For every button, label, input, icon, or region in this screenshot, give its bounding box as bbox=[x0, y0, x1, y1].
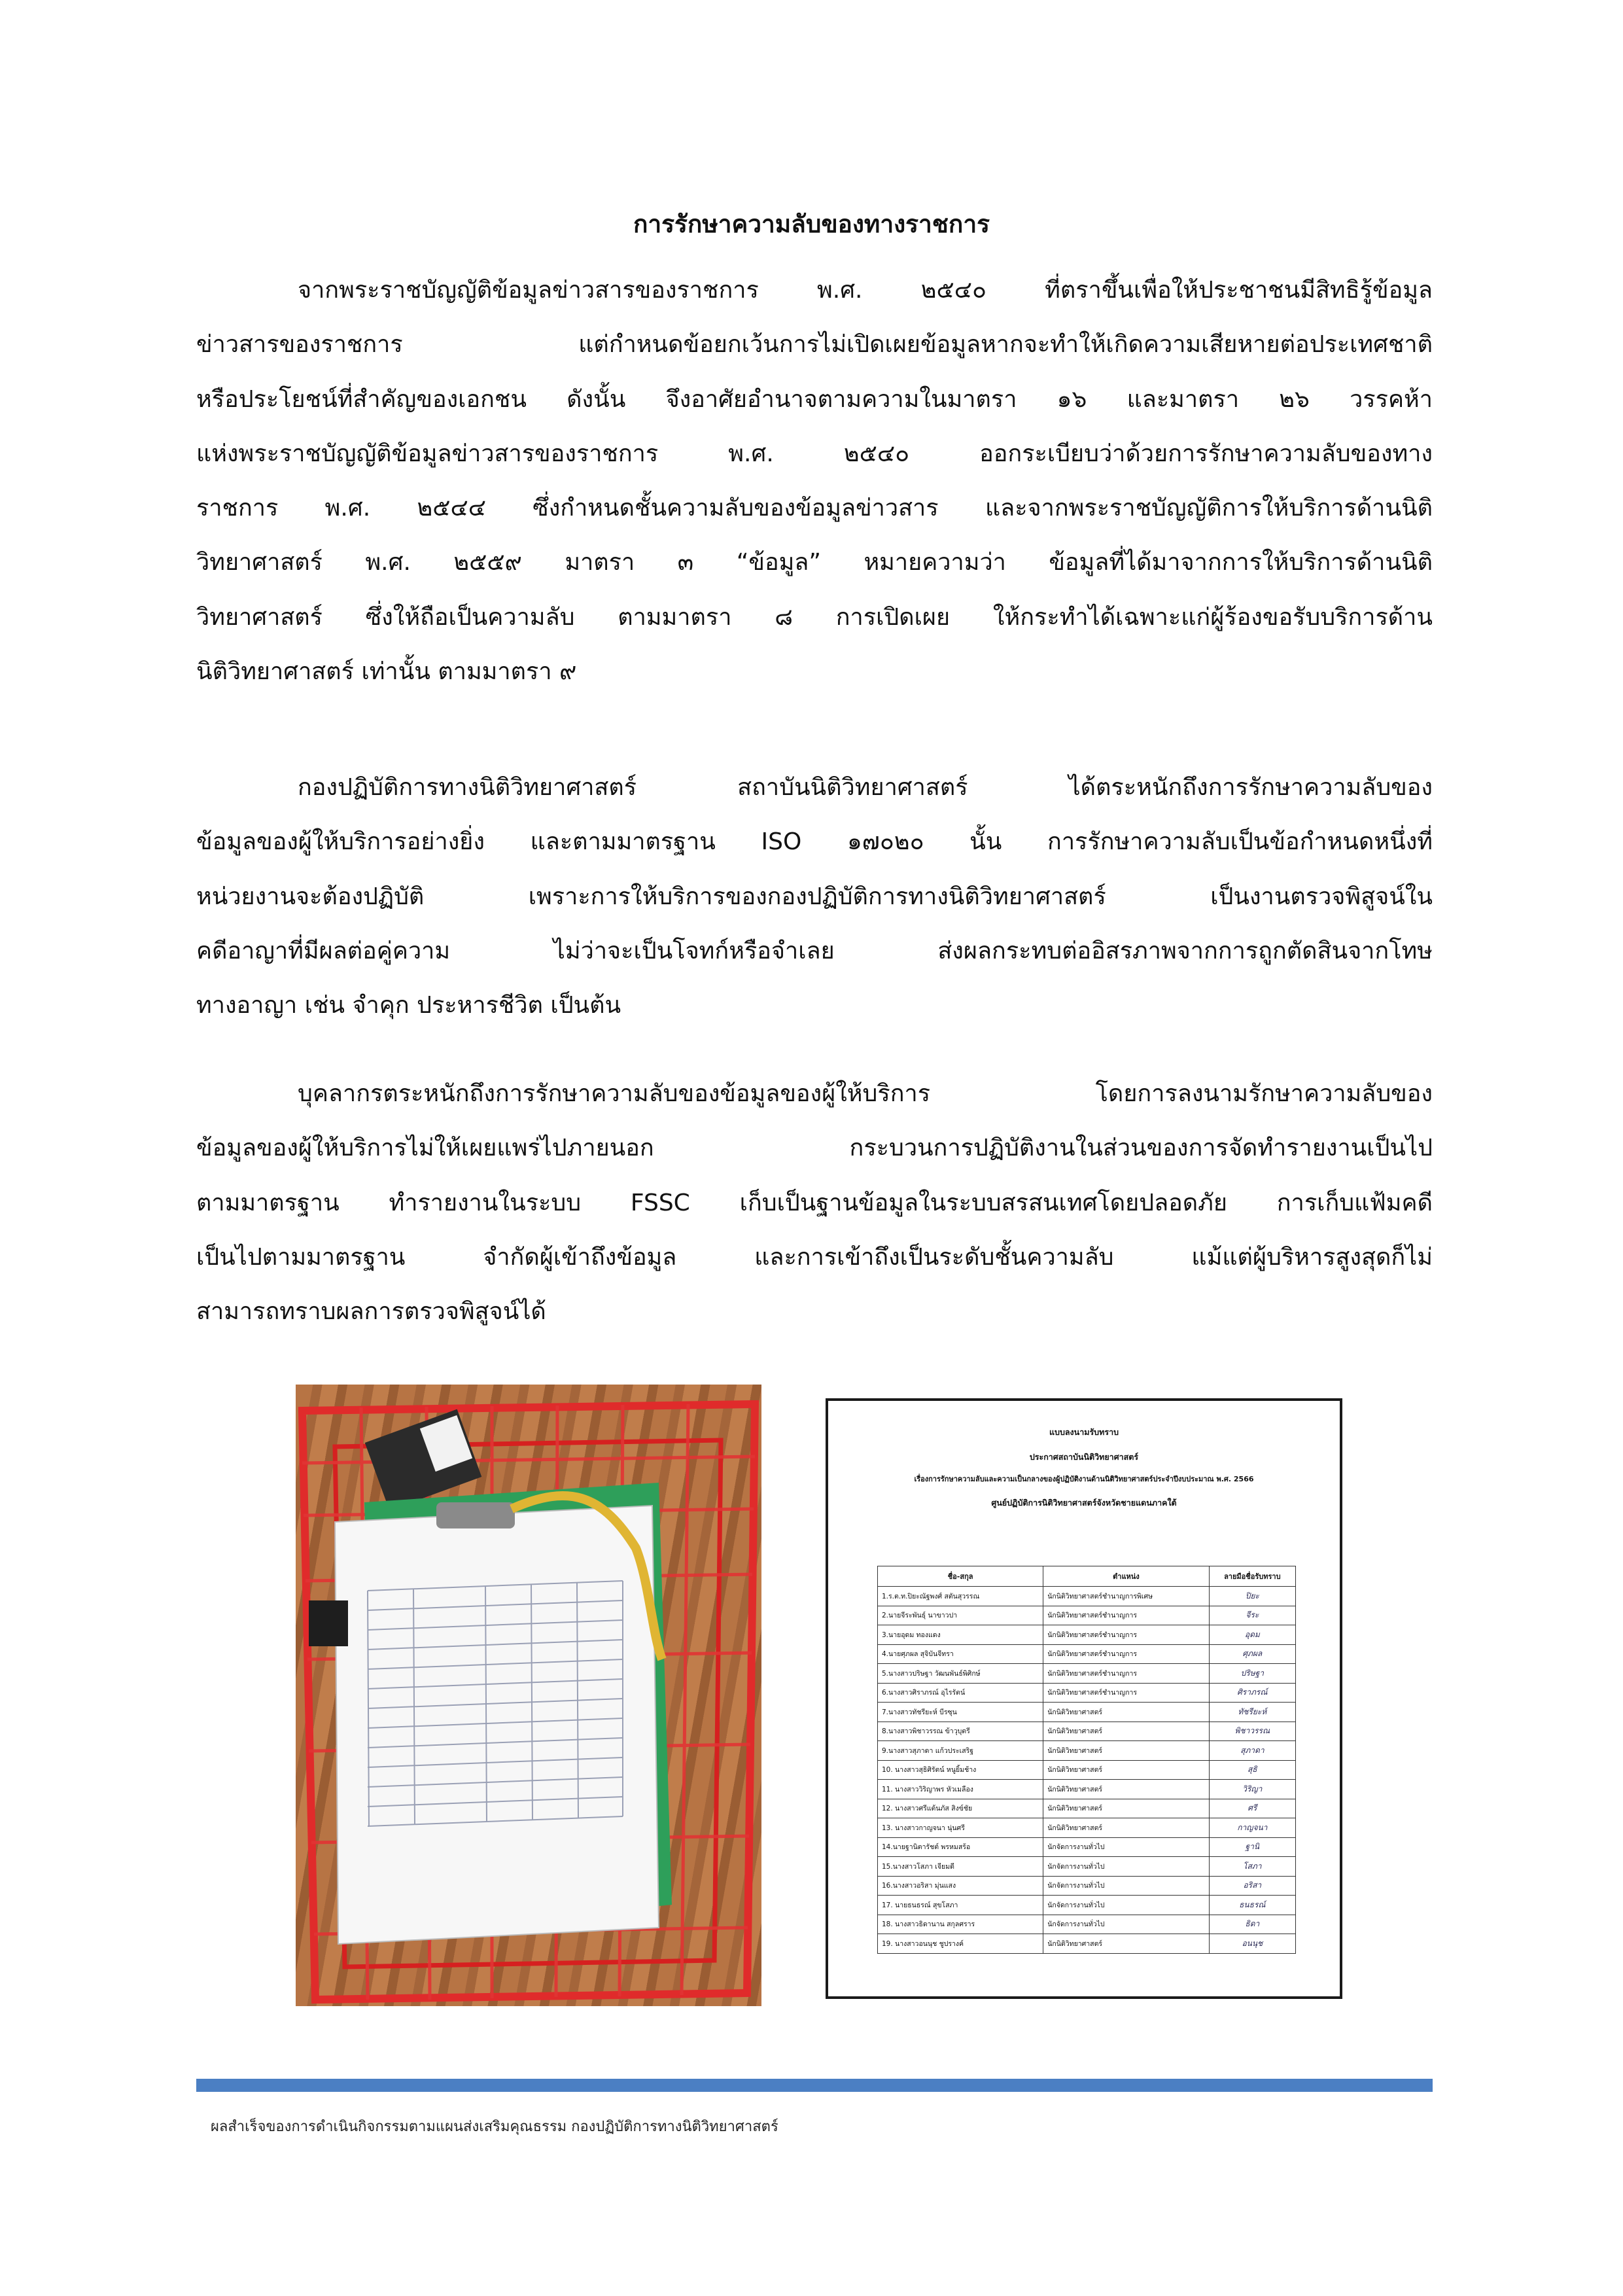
table-row bbox=[878, 1876, 1296, 1896]
signature-sheet bbox=[826, 1398, 1342, 1999]
name-cell: 16.นางสาวอริสา มุ่นแสง bbox=[878, 1876, 1043, 1896]
name-cell: 15.นางสาวโสภา เจียมดี bbox=[878, 1857, 1043, 1877]
name-cell: 13. นางสาวกาญจนา นุ่นศรี bbox=[878, 1818, 1043, 1838]
signature-cell: พิชาวรรณ bbox=[1209, 1722, 1295, 1741]
position-cell: นักนิติวิทยาศาสตร์ชำนาญการ bbox=[1043, 1644, 1209, 1664]
text-line: นิติวิทยาศาสตร์ เท่านั้น ตามมาตรา ๙ bbox=[196, 658, 577, 686]
table-row bbox=[878, 1722, 1296, 1741]
table-row bbox=[878, 1741, 1296, 1761]
column-header: ลายมือชื่อรับทราบ bbox=[1209, 1566, 1295, 1587]
text-line: กองปฏิบัติการทางนิติวิทยาศาสตร์ สถาบันนิติวิทยาศาสตร์ ได้ตระหนักถึงการรักษาความลับของ bbox=[298, 774, 1433, 801]
signature-cell: ธนธรณ์ bbox=[1209, 1896, 1295, 1915]
paragraph-3 bbox=[196, 1067, 1433, 1339]
position-cell: นักนิติวิทยาศาสตร์ bbox=[1043, 1722, 1209, 1741]
signature-cell: ฐานิ bbox=[1209, 1837, 1295, 1857]
table-row bbox=[878, 1934, 1296, 1954]
name-cell: 8.นางสาวพิชาวรรณ ข้าวุบุตรี bbox=[878, 1722, 1043, 1741]
signature-cell: ศุภผล bbox=[1209, 1644, 1295, 1664]
text-line: วิทยาศาสตร์ พ.ศ. ๒๕๕๙ มาตรา ๓ “ข้อมูล” หมายความว่า ข้อมูลที่ได้มาจากการให้บริการด้านนิติ bbox=[196, 549, 1433, 576]
signature-cell: อริสา bbox=[1209, 1876, 1295, 1896]
footer-bar bbox=[196, 2079, 1433, 2092]
text-line: แห่งพระราชบัญญัติข้อมูลข่าวสารของราชการ พ.ศ. ๒๕๔๐ ออกระเบียบว่าด้วยการรักษาความลับของทาง bbox=[196, 440, 1433, 467]
signature-cell: ปริษฐา bbox=[1209, 1664, 1295, 1684]
signature-cell: โสภา bbox=[1209, 1857, 1295, 1877]
paragraph-1 bbox=[196, 263, 1433, 699]
text-line: ข้อมูลของผู้ให้บริการอย่างยิ่ง และตามมาตรฐาน ISO ๑๗๐๒๐ นั้น การรักษาความลับเป็นข้อกำหนดหนึ่งที่ bbox=[196, 828, 1433, 856]
signature-cell: วิริญา bbox=[1209, 1780, 1295, 1799]
table-row bbox=[878, 1664, 1296, 1684]
name-cell: 17. นายธนธรณ์ สุขโสภา bbox=[878, 1896, 1043, 1915]
name-cell: 6.นางสาวศิราภรณ์ อุไรรัตน์ bbox=[878, 1683, 1043, 1703]
position-cell: นักนิติวิทยาศาสตร์ bbox=[1043, 1818, 1209, 1838]
table-row bbox=[878, 1760, 1296, 1780]
position-cell: นักนิติวิทยาศาสตร์ bbox=[1043, 1703, 1209, 1722]
name-cell: 14.นายฐานิตารัชต์ พรหมสร้อ bbox=[878, 1837, 1043, 1857]
name-cell: 3.นายอุดม ทองแดง bbox=[878, 1625, 1043, 1645]
name-cell: 12. นางสาวศรีแต้นภัส สิงข์ชัย bbox=[878, 1799, 1043, 1818]
text-line: ข่าวสารของราชการ แต่กำหนดข้อยกเว้นการไม่เปิดเผยข้อมูลหากจะทำให้เกิดความเสียหายต่อประเทศชาติ bbox=[196, 331, 1433, 359]
table-row bbox=[878, 1837, 1296, 1857]
signature-cell: ศิราภรณ์ bbox=[1209, 1683, 1295, 1703]
position-cell: นักนิติวิทยาศาสตร์ชำนาญการ bbox=[1043, 1683, 1209, 1703]
table-row bbox=[878, 1896, 1296, 1915]
signature-cell: สุภาดา bbox=[1209, 1741, 1295, 1761]
table-row bbox=[878, 1587, 1296, 1606]
signature-cell: สุธิ bbox=[1209, 1760, 1295, 1780]
signature-cell: ศรี bbox=[1209, 1799, 1295, 1818]
position-cell: นักจัดการงานทั่วไป bbox=[1043, 1915, 1209, 1934]
position-cell: นักนิติวิทยาศาสตร์ bbox=[1043, 1760, 1209, 1780]
name-cell: 1.ร.ต.ท.ปิยะณัฐพงศ์ สตันสุวรรณ bbox=[878, 1587, 1043, 1606]
name-cell: 9.นางสาวสุภาดา แก้วประเสริฐ bbox=[878, 1741, 1043, 1761]
footer-text: ผลสำเร็จของการดำเนินกิจกรรมตามแผนส่งเสริมคุณธรรม กองปฏิบัติการทางนิติวิทยาศาสตร์ bbox=[211, 2119, 778, 2135]
position-cell: นักนิติวิทยาศาสตร์ชำนาญการ bbox=[1043, 1606, 1209, 1625]
table-row bbox=[878, 1857, 1296, 1877]
text-line: สามารถทราบผลการตรวจพิสูจน์ได้ bbox=[196, 1298, 546, 1326]
paragraph-2 bbox=[196, 760, 1433, 1033]
signature-cell: กาญจนา bbox=[1209, 1818, 1295, 1838]
name-cell: 2.นายจีระพันธุ์ นาขาวปา bbox=[878, 1606, 1043, 1625]
page-title: การรักษาความลับของทางราชการ bbox=[633, 210, 990, 238]
position-cell: นักจัดการงานทั่วไป bbox=[1043, 1857, 1209, 1877]
text-line: จากพระราชบัญญัติข้อมูลข่าวสารของราชการ พ.ศ. ๒๕๔๐ ที่ตราขึ้นเพื่อให้ประชาชนมีสิทธิรู้ข้อมูล bbox=[298, 277, 1433, 304]
text-line: ข้อมูลของผู้ให้บริการไม่ให้เผยแพร่ไปภายนอก กระบวนการปฏิบัติงานในส่วนของการจัดทำรายงานเป็นไป bbox=[196, 1135, 1433, 1162]
name-cell: 19. นางสาวอนนุช ชูปรางค์ bbox=[878, 1934, 1043, 1954]
text-line: บุคลากรตระหนักถึงการรักษาความลับของข้อมูลของผู้ให้บริการ โดยการลงนามรักษาความลับของ bbox=[298, 1080, 1433, 1107]
text-line: หรือประโยชน์ที่สำคัญของเอกชน ดังนั้น จึงอาศัยอำนาจตามความในมาตรา ๑๖ และมาตรา ๒๖ วรรคห้า bbox=[196, 385, 1433, 413]
position-cell: นักจัดการงานทั่วไป bbox=[1043, 1876, 1209, 1896]
sheet-subheading: ประกาศสถาบันนิติวิทยาศาสตร์ bbox=[1029, 1452, 1139, 1462]
signature-cell: ปิยะ bbox=[1209, 1587, 1295, 1606]
text-line: วิทยาศาสตร์ ซึ่งให้ถือเป็นความลับ ตามมาตรา ๘ การเปิดเผย ให้กระทำได้เฉพาะแก่ผู้ร้องขอรับบริการด้าน bbox=[196, 603, 1433, 631]
position-cell: นักนิติวิทยาศาสตร์ bbox=[1043, 1780, 1209, 1799]
signature-cell: อนนุช bbox=[1209, 1934, 1295, 1954]
position-cell: นักนิติวิทยาศาสตร์ชำนาญการ bbox=[1043, 1625, 1209, 1645]
table-row bbox=[878, 1915, 1296, 1934]
text-line: ราชการ พ.ศ. ๒๕๔๔ ซึ่งกำหนดชั้นความลับของข้อมูลข่าวสาร และจากพระราชบัญญัติการให้บริการด้านนิติ bbox=[196, 495, 1433, 522]
position-cell: นักจัดการงานทั่วไป bbox=[1043, 1837, 1209, 1857]
signature-rows bbox=[878, 1587, 1296, 1954]
position-cell: นักนิติวิทยาศาสตร์ bbox=[1043, 1934, 1209, 1954]
position-cell: นักนิติวิทยาศาสตร์ bbox=[1043, 1741, 1209, 1761]
table-row bbox=[878, 1799, 1296, 1818]
name-cell: 7.นางสาวทัชรียะห์ บีรซุน bbox=[878, 1703, 1043, 1722]
text-line: หน่วยงานจะต้องปฏิบัติ เพราะการให้บริการของกองปฏิบัติการทางนิติวิทยาศาสตร์ เป็นงานตรวจพิสูจน์ใน bbox=[196, 883, 1433, 910]
sheet-unit: ศูนย์ปฏิบัติการนิติวิทยาศาสตร์จังหวัดชายแดนภาคใต้ bbox=[991, 1498, 1177, 1508]
signature-table bbox=[877, 1566, 1296, 1954]
name-cell: 4.นายศุภผล สุจิบันจีทรา bbox=[878, 1644, 1043, 1664]
signature-cell: ธิดา bbox=[1209, 1915, 1295, 1934]
signature-cell: อุดม bbox=[1209, 1625, 1295, 1645]
position-cell: นักนิติวิทยาศาสตร์ชำนาญการ bbox=[1043, 1664, 1209, 1684]
table-row bbox=[878, 1644, 1296, 1664]
name-cell: 11. นางสาววิริญาพร หัวเมลือง bbox=[878, 1780, 1043, 1799]
text-line: ตามมาตรฐาน ทำรายงานในระบบ FSSC เก็บเป็นฐานข้อมูลในระบบสรสนเทศโดยปลอดภัย การเก็บแฟ้มคดี bbox=[196, 1189, 1433, 1216]
table-row bbox=[878, 1625, 1296, 1645]
name-cell: 18. นางสาวธิดานาน สกุลศราร bbox=[878, 1915, 1043, 1934]
column-header: ตำแหน่ง bbox=[1043, 1566, 1209, 1587]
text-line: ทางอาญา เช่น จำคุก ประหารชีวิต เป็นต้น bbox=[196, 992, 621, 1019]
basket-photo bbox=[296, 1385, 761, 2006]
table-row bbox=[878, 1703, 1296, 1722]
text-line: เป็นไปตามมาตรฐาน จำกัดผู้เข้าถึงข้อมูล และการเข้าถึงเป็นระดับชั้นความลับ แม้แต่ผู้บริหารสูงสุดก็ไม่ bbox=[196, 1243, 1433, 1271]
position-cell: นักจัดการงานทั่วไป bbox=[1043, 1896, 1209, 1915]
column-header: ชื่อ-สกุล bbox=[878, 1566, 1043, 1587]
position-cell: นักนิติวิทยาศาสตร์ชำนาญการพิเศษ bbox=[1043, 1587, 1209, 1606]
table-row bbox=[878, 1606, 1296, 1625]
table-row bbox=[878, 1818, 1296, 1838]
table-row bbox=[878, 1780, 1296, 1799]
signature-cell: จีระ bbox=[1209, 1606, 1295, 1625]
name-cell: 5.นางสาวปริษฐา วัฒนพันธ์พิศิกษ์ bbox=[878, 1664, 1043, 1684]
name-cell: 10. นางสาวสุธิศิรัตน์ หนูยิ้มช้าง bbox=[878, 1760, 1043, 1780]
basket-illustration bbox=[296, 1385, 761, 2006]
table-header-row bbox=[878, 1566, 1296, 1587]
text-line: คดีอาญาที่มีผลต่อคู่ความ ไม่ว่าจะเป็นโจทก์หรือจำเลย ส่งผลกระทบต่ออิสรภาพจากการถูกตัดสินจากโทษ bbox=[196, 937, 1433, 964]
signature-cell: ทัชรียะห์ bbox=[1209, 1703, 1295, 1722]
position-cell: นักนิติวิทยาศาสตร์ bbox=[1043, 1799, 1209, 1818]
sheet-heading: แบบลงนามรับทราบ bbox=[1049, 1427, 1119, 1437]
sheet-subject: เรื่องการรักษาความลับและความเป็นกลางของผู้ปฏิบัติงานด้านนิติวิทยาศาสตร์ประจำปีงบประมาณ พ.ศ. 2566 bbox=[914, 1475, 1254, 1483]
table-row bbox=[878, 1683, 1296, 1703]
